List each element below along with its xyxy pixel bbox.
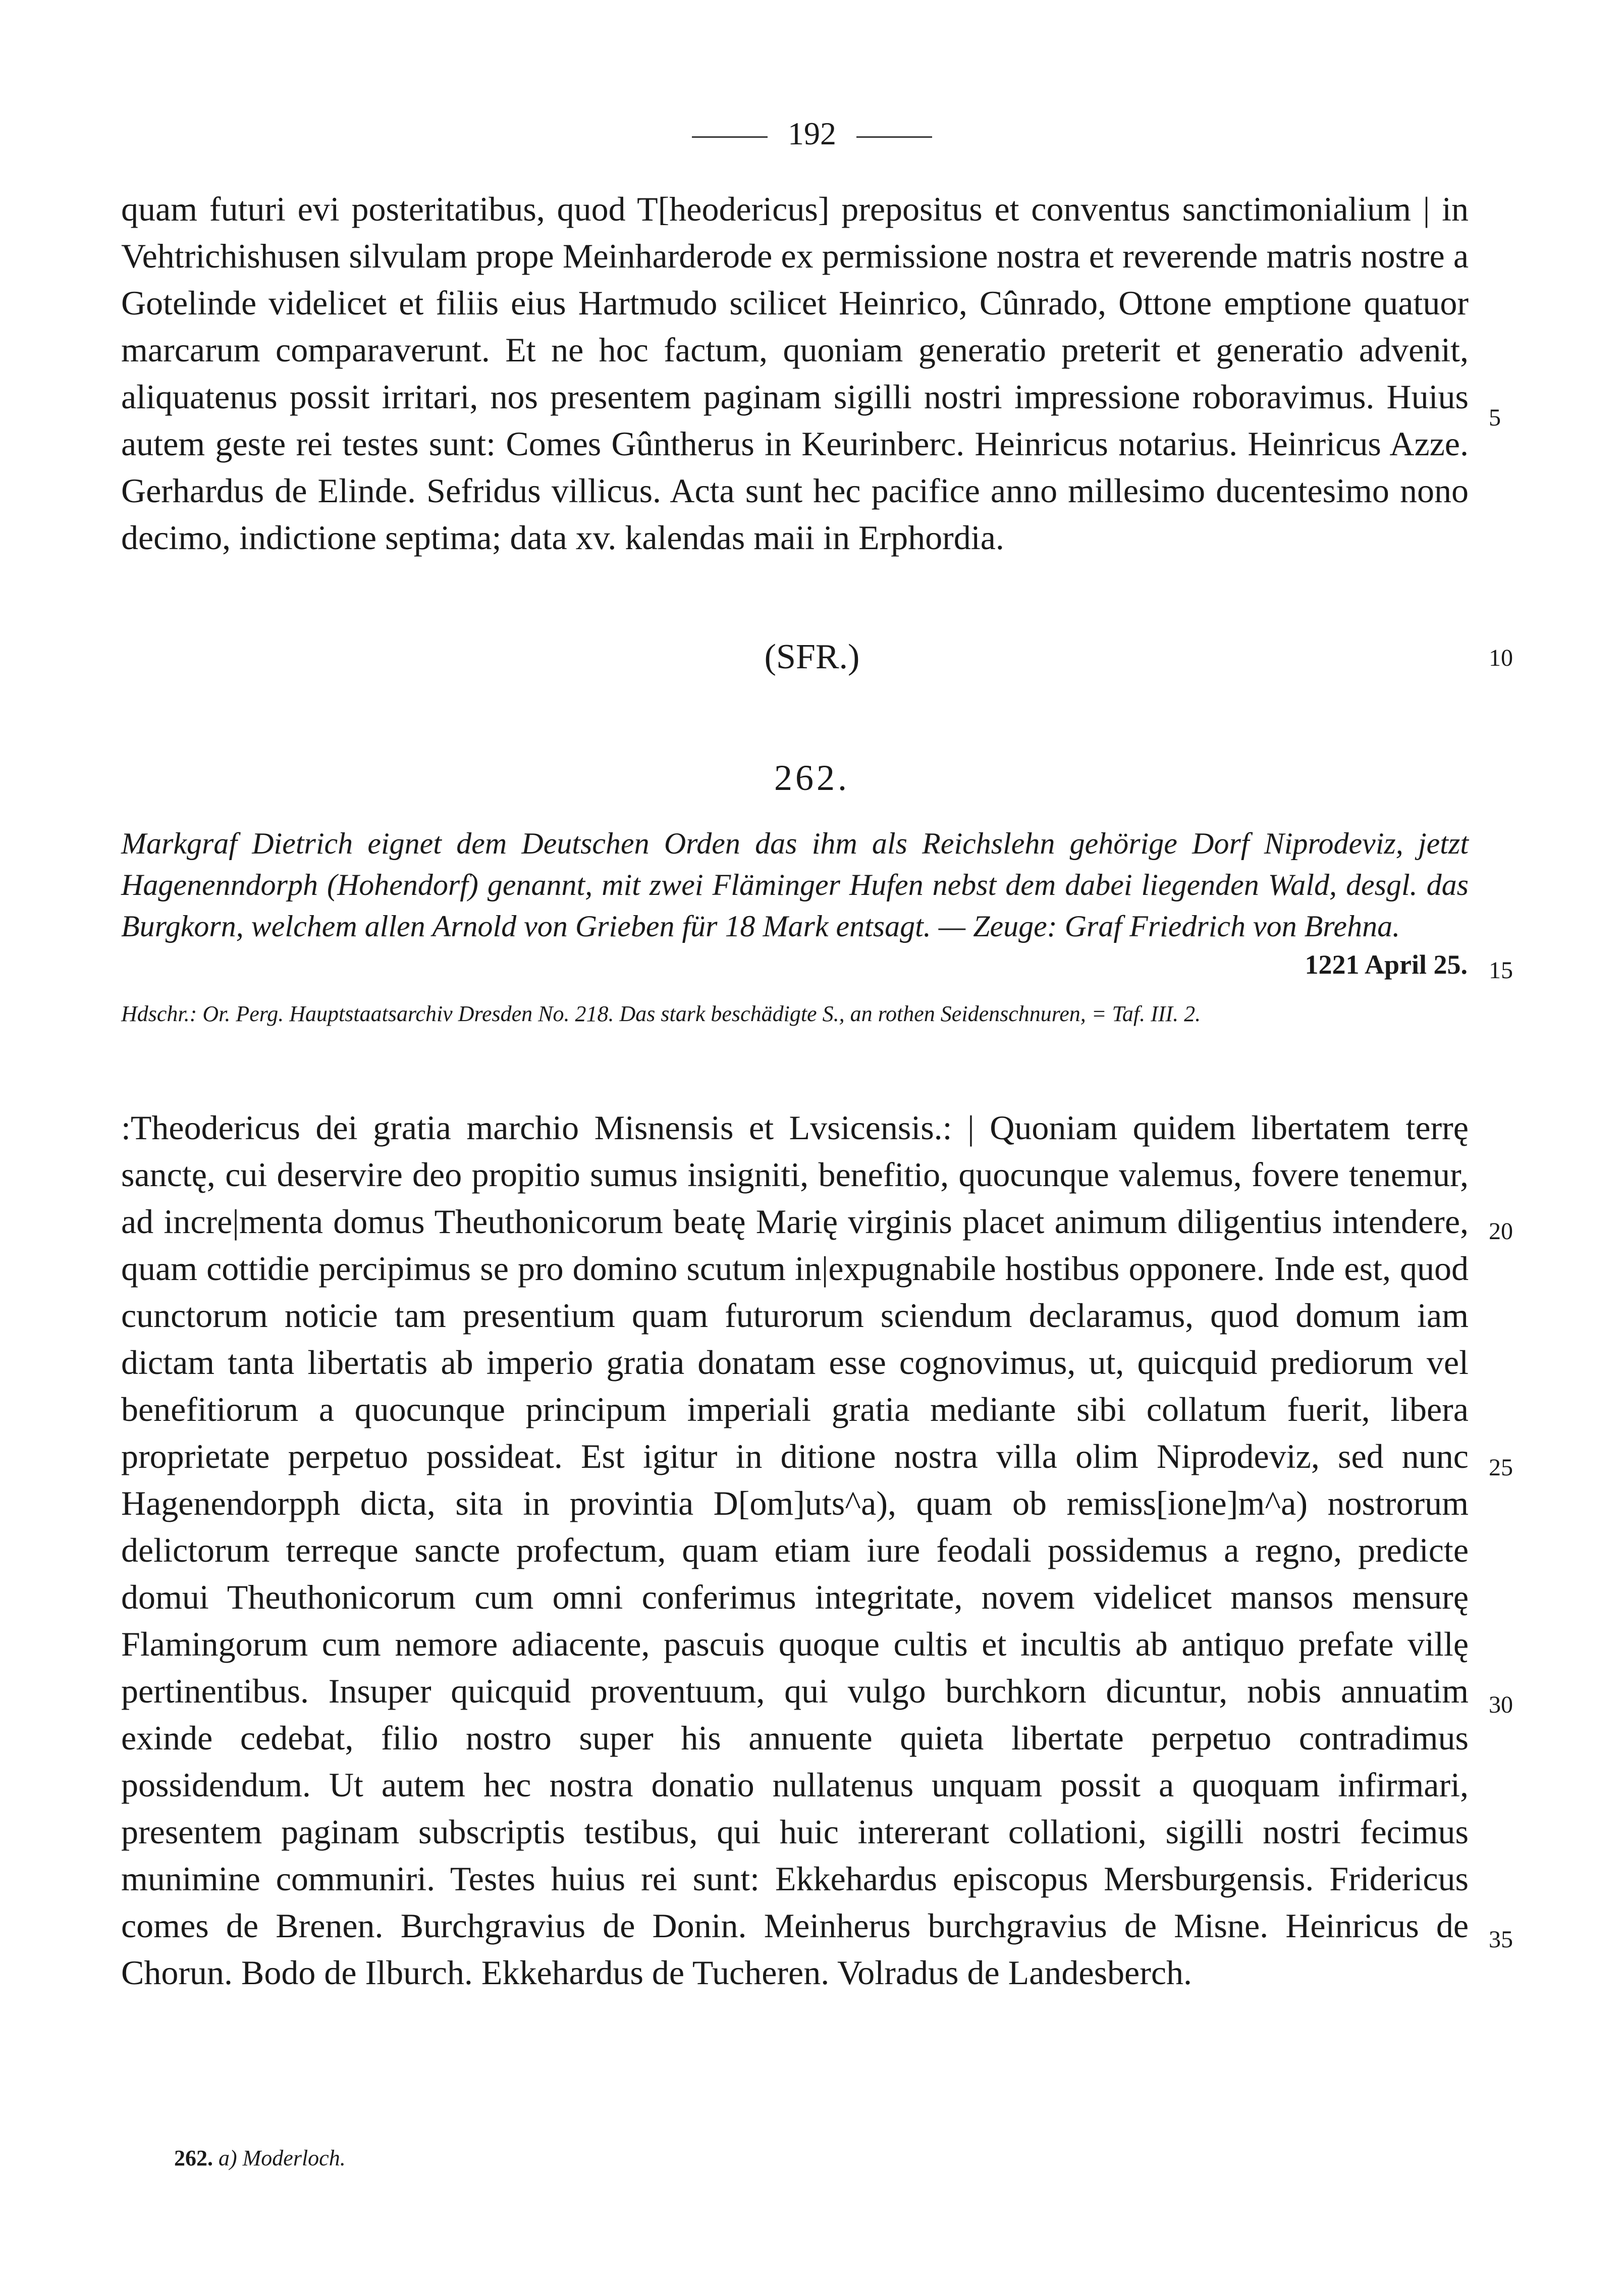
footnote-text: a) Moderloch. (219, 2146, 346, 2170)
footnote (174, 2145, 346, 2171)
header-rule-right (856, 136, 932, 138)
line-number-35: 35 (1489, 1926, 1513, 1953)
source-note: Hdschr.: Or. Perg. Hauptstaatsarchiv Dresden No. 218. Das stark beschädigte S., an rothen Seidenschnuren, = Taf. III. 2. (121, 1001, 1201, 1026)
document-date: 1221 April 25. (1305, 949, 1468, 980)
charter-text: :Theodericus dei gratia marchio Misnensis et Lvsicensis.: | Quoniam quidem libertatem terrę sanctę, cui deservire deo propitio sumus insigniti, benefitio, quocunque valemus, fovere tenemur, ad incre|menta domus Theuthonicorum beatę Marię virginis placet animum diligentius intendere, quam cottidie percipimus se pro domino scutum in|expugnabile hostibus opponere. Inde est, quod cunctorum noticie tam presentium quam futurorum sciendum declaramus, quod domum iam dictam tanta libertatis ab imperio gratia donatam esse cognovimus, ut, quicquid prediorum vel benefitiorum a quocunque principum imperiali gratia mediante sibi collatum fuerit, libera proprietate perpetuo possideat. Est igitur in ditione nostra villa olim Niprodeviz, sed nunc Hagenendorpph dicta, sita in provintia D[om]uts^a), quam ob remiss[ione]m^a) nostrorum delictorum terreque sancte profectum, quam etiam iure feodali possidemus a regno, predicte domui Theuthonicorum cum omni conferimus integritate, novem videlicet mansos mensurę Flamingorum cum nemore adiacente, pascuis quoque cultis et incultis ab antiquo prefate villę pertinentibus. Insuper quicquid proventuum, qui vulgo burchkorn dicuntur, nobis annuatim exinde cedebat, filio nostro super his annuente quieta libertate perpetuo contradimus possidendum. Ut autem hec nostra donatio nullatenus unquam possit a quoquam infirmari, presentem paginam subscriptis testibus, qui huic intererant collationi, sigilli nostri fecimus munimine communiri. Testes huius rei sunt: Ekkehardus episcopus Mersburgensis. Fridericus comes de Brenen. Burchgravius de Donin. Meinherus burchgravius de Misne. Heinricus de Chorun. Bodo de Ilburch. Ekkehardus de Tucheren. Volradus de Landesberch. (121, 1108, 1469, 1992)
footnote-number: 262. (174, 2146, 213, 2170)
line-number-25: 25 (1489, 1454, 1513, 1481)
line-number-10: 10 (1489, 645, 1513, 671)
line-number-15: 15 (1489, 957, 1513, 984)
page-header (0, 115, 1624, 152)
continued-document-text: quam futuri evi posteritatibus, quod T[heodericus] prepositus et conventus sanctimonialium | in Vehtrichishusen silvulam prope Meinharderode ex permissione nostra et reverende matris nostre a Gotelinde videlicet et filiis eius Hartmudo scilicet Heinrico, Cûnrado, Ottone emptione quatuor marcarum comparaverunt. Et ne hoc factum, quoniam generatio preterit et generatio advenit, aliquatenus possit irritari, nos presentem paginam sigilli nostri impressione roboravimus. Huius autem geste rei testes sunt: Comes Gûntherus in Keurinberc. Heinricus notarius. Heinricus Azze. Gerhardus de Elinde. Sefridus villicus. Acta sunt hec pacifice anno millesimo ducentesimo nono decimo, indictione septima; data xv. kalendas maii in Erphordia. (121, 190, 1469, 557)
header-rule-left (692, 136, 768, 138)
page-number: 192 (788, 116, 836, 151)
line-number-20: 20 (1489, 1218, 1513, 1245)
seal-note: (SFR.) (764, 637, 860, 676)
line-number-5: 5 (1489, 404, 1501, 431)
document-number: 262. (774, 758, 850, 798)
line-number-30: 30 (1489, 1691, 1513, 1718)
regest-summary: Markgraf Dietrich eignet dem Deutschen Orden das ihm als Reichslehn gehörige Dorf Niprodeviz, jetzt Hagenenndorph (Hohendorf) genannt, mit zwei Fläminger Hufen nebst dem dabei liegenden Wald, desgl. das Burgkorn, welchem allen Arnold von Grieben für 18 Mark entsagt. — Zeuge: Graf Friedrich von Brehna. (121, 827, 1469, 943)
